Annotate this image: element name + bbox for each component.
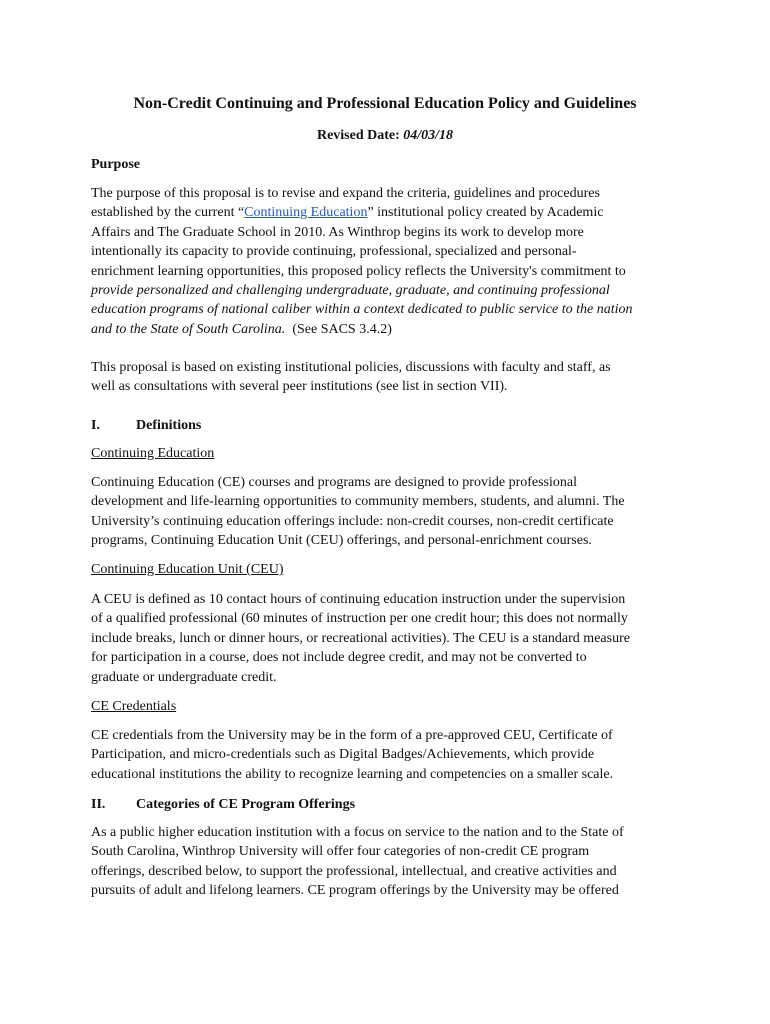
- text-line: graduate or undergraduate credit.: [91, 669, 277, 685]
- revised-date-line: [0, 127, 770, 145]
- text-line: educational institutions the ability to recognize learning and competencies on a smaller scale.: [91, 766, 614, 782]
- text-fragment: institutional policy created by Academic: [377, 205, 604, 221]
- subheading-continuing-education: Continuing Education: [91, 446, 215, 461]
- ce-paragraph: [91, 473, 691, 551]
- continuing-education-policy-link[interactable]: Continuing Education: [244, 205, 368, 221]
- text-line: A CEU is defined as 10 contact hours of continuing education instruction under the supervision: [91, 592, 626, 607]
- section-2-heading: [91, 795, 691, 814]
- sacs-reference: (See SACS 3.4.2): [292, 321, 392, 337]
- section-2-paragraph: [91, 823, 691, 901]
- subheading-ce-credentials: CE Credentials: [91, 699, 177, 714]
- text-line: well as consultations with several peer institutions (see list in section VII).: [91, 379, 508, 395]
- credentials-paragraph: [91, 726, 691, 784]
- text-line: University’s continuing education offerings include: non-credit courses, non-credit certificate: [91, 513, 614, 529]
- section-title: Definitions: [136, 418, 202, 433]
- section-number: II.: [91, 797, 106, 812]
- text-line: enrichment learning opportunities, this proposed policy reflects the University's commitment to: [91, 263, 626, 279]
- text-line: [91, 203, 691, 222]
- section-1-heading: [91, 416, 691, 435]
- subheading-ceu: Continuing Education Unit (CEU): [91, 562, 284, 577]
- section-number: I.: [91, 418, 100, 433]
- text-line: As a public higher education institution with a focus on service to the nation and to the State of: [91, 825, 624, 840]
- text-fragment: established by the current “: [91, 205, 245, 221]
- purpose-paragraph-2: [91, 358, 691, 397]
- text-line: programs, Continuing Education Unit (CEU) offerings, and personal-enrichment courses.: [91, 533, 592, 549]
- revised-date: 04/03/18: [403, 128, 454, 143]
- text-line: of a qualified professional (60 minutes of instruction per one credit hour; this does not normally: [91, 611, 628, 627]
- text-line: CE credentials from the University may be in the form of a pre-approved CEU, Certificate of: [91, 728, 613, 743]
- text-line: pursuits of adult and lifelong learners. CE program offerings by the University may be offered: [91, 883, 619, 899]
- text-line: education programs of national caliber within a context dedicated to public service to the nation: [91, 302, 633, 318]
- text-line: This proposal is based on existing institutional policies, discussions with faculty and staff, as: [91, 360, 611, 375]
- text-line: South Carolina, Winthrop University will offer four categories of non-credit CE program: [91, 844, 590, 860]
- text-line: development and life-learning opportunities to community members, students, and alumni. The: [91, 494, 625, 510]
- text-line: The purpose of this proposal is to revise and expand the criteria, guidelines and procedures: [91, 186, 600, 201]
- text-line: Continuing Education (CE) courses and programs are designed to provide professional: [91, 475, 577, 490]
- text-fragment: and to the State of South Carolina.: [91, 321, 286, 337]
- text-line: include breaks, lunch or dinner hours, or recreational activities). The CEU is a standard measure: [91, 630, 630, 646]
- text-line: Participation, and micro-credentials such as Digital Badges/Achievements, which provide: [91, 747, 595, 763]
- text-line: [91, 320, 691, 339]
- ceu-paragraph: [91, 590, 691, 687]
- text-line: intentionally its capacity to provide continuing, professional, specialized and personal-: [91, 244, 577, 260]
- document-title: Non-Credit Continuing and Professional Education Policy and Guidelines: [133, 95, 637, 112]
- section-title: Categories of CE Program Offerings: [136, 797, 356, 812]
- text-line: Affairs and The Graduate School in 2010. As Winthrop begins its work to develop more: [91, 224, 584, 240]
- revised-label: Revised Date:: [316, 128, 400, 143]
- purpose-heading: Purpose: [91, 157, 140, 172]
- text-fragment: ”: [367, 205, 378, 221]
- purpose-paragraph-1: [91, 184, 691, 339]
- text-line: provide personalized and challenging undergraduate, graduate, and continuing professional: [91, 283, 610, 299]
- text-line: offerings, described below, to support the professional, intellectual, and creative activities and: [91, 863, 617, 879]
- text-line: for participation in a course, does not include degree credit, and may not be converted to: [91, 650, 587, 666]
